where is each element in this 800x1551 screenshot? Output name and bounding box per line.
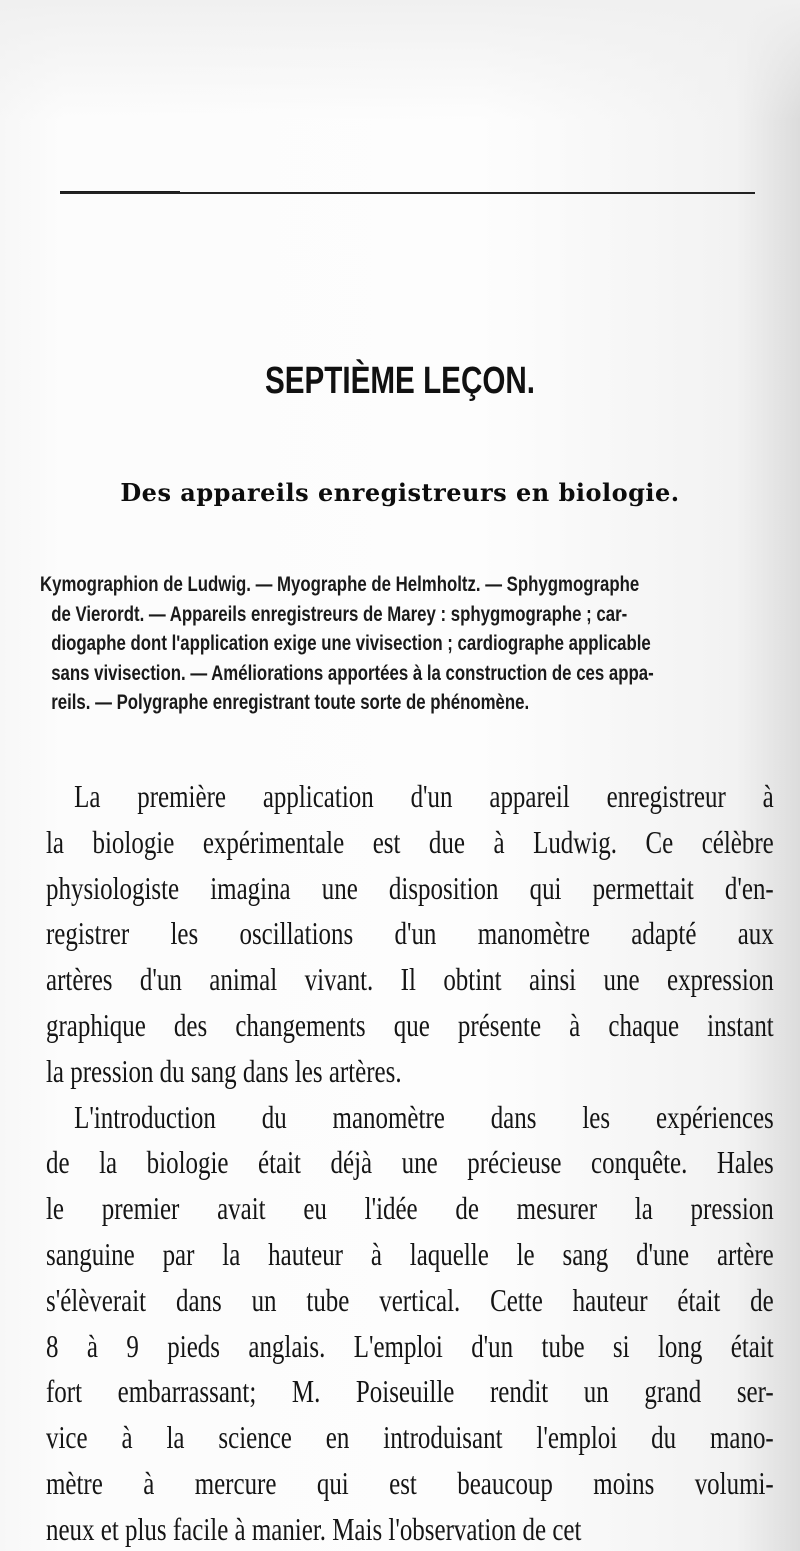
body-line: artères d'un animal vivant. Il obtint ainsi une expression [46,961,774,998]
body-line: 8 à 9 pieds anglais. L'emploi d'un tube si long était [46,1327,774,1364]
body-line: physiologiste imagina une disposition qui permettait d'en- [46,869,774,906]
header-rule [60,192,755,194]
body-line: mètre à mercure qui est beaucoup moins volumi- [46,1464,774,1501]
body-line: le premier avait eu l'idée de mesurer la pression [46,1190,774,1227]
body-line: vice à la science en introduisant l'emploi du mano- [46,1419,774,1456]
summary-line: sans vivisection. — Améliorations apportées à la construction de ces appa- [51,661,654,685]
body-text [46,774,774,1551]
body-line: la pression du sang dans les artères. [46,1052,402,1089]
body-line: graphique des changements que présente à chaque instant [46,1006,774,1043]
body-line: neux et plus facile à manier. Mais l'observation de cet [46,1510,582,1547]
body-line: L'introduction du manomètre dans les expériences [74,1098,774,1135]
chapter-subtitle: Des appareils enregistreurs en biologie. [120,478,680,507]
body-line: la biologie expérimentale est due à Ludwig. Ce célèbre [46,823,774,860]
chapter-title: SEPTIÈME LEÇON. [264,360,536,402]
body-line: de la biologie était déjà une précieuse conquête. Hales [46,1144,774,1181]
body-line: fort embarrassant; M. Poiseuille rendit un grand ser- [46,1373,774,1410]
body-line: registrer les oscillations d'un manomètre adapté aux [46,915,774,952]
body-line: La première application d'un appareil enregistreur à [74,778,774,814]
summary-line: Kymographion de Ludwig. — Myographe de Helmholtz. — Sphygmographe [40,573,640,596]
chapter-summary [40,570,792,718]
summary-line: de Vierordt. — Appareils enregistreurs de Marey : sphygmographe ; car- [51,602,628,626]
page-top-shading [0,0,800,120]
body-line: s'élèverait dans un tube vertical. Cette hauteur était de [46,1281,774,1318]
body-line: sanguine par la hauteur à laquelle le sang d'une artère [46,1235,774,1272]
summary-line: reils. — Polygraphe enregistrant toute sorte de phénomène. [51,691,530,714]
summary-line: diogaphe dont l'application exige une vivisection ; cardiographe applicable [51,632,651,655]
